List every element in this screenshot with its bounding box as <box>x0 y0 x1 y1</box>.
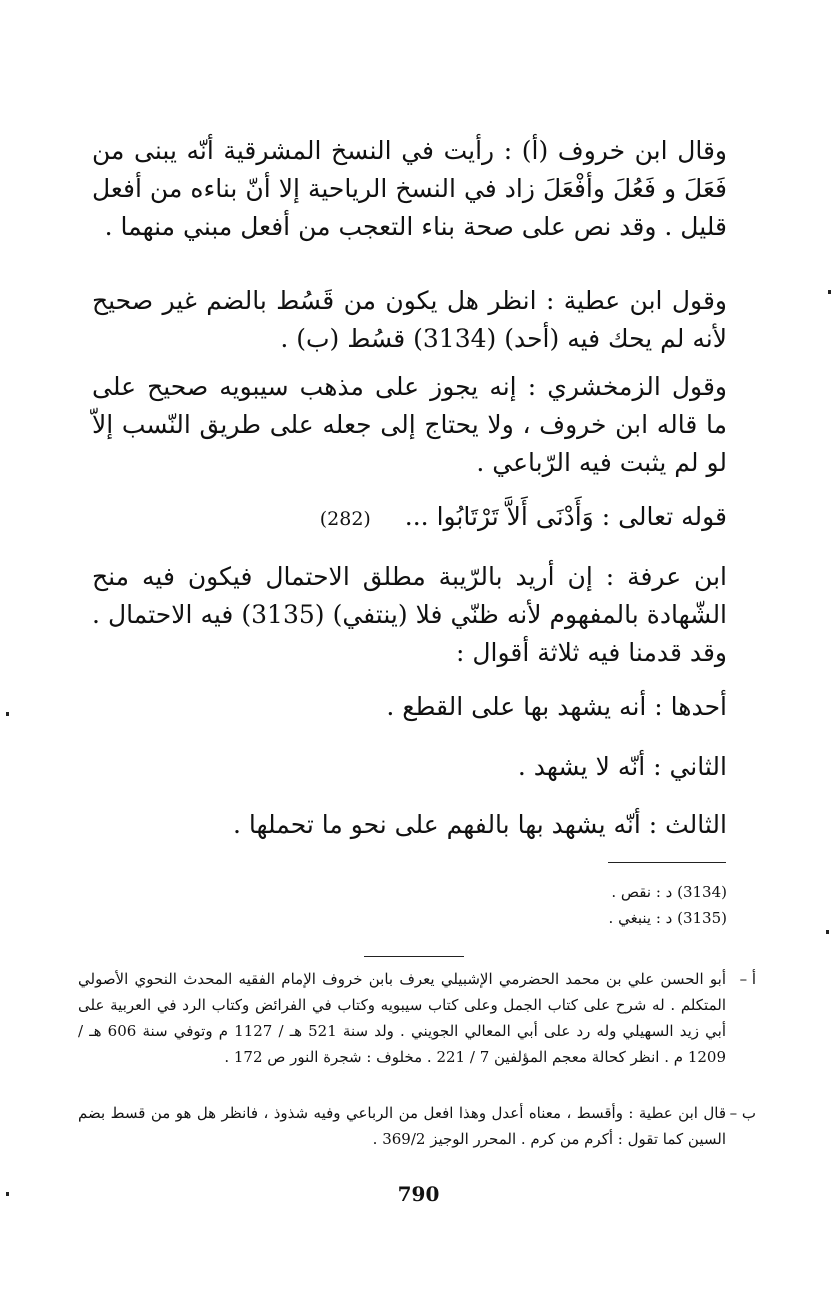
note-ba <box>78 1100 756 1152</box>
scan-speck <box>6 1192 9 1196</box>
quran-verse-text: قوله تعالى : وَأَدْنَى أَلاَّ تَرْتَابُوا ... <box>404 502 727 531</box>
quran-verse-line <box>92 498 727 538</box>
note-ba-text: قال ابن عطية : وأقسط ، معناه أعدل وهذا افعل من الرباعي وفيه شذوذ ، فانظر هل هو من قسط بضم السين كما تقول : أكرم من كرم . المحرر الوجيز 369/2 . <box>78 1104 726 1148</box>
scan-speck <box>826 930 829 934</box>
paragraph-ibn-kharuf: وقال ابن خروف (أ) : رأيت في النسخ المشرقية أنّه يبنى من فَعَلَ و فَعُلَ وأفْعَلَ زاد في النسخ الرياحية إلا أنّ بناءه من أفعل قليل . وقد نص على صحة بناء التعجب من أفعل مبني منهما . <box>92 136 727 241</box>
note-alif-text: أبو الحسن علي بن محمد الحضرمي الإشبيلي يعرف بابن خروف الإمام الفقيه المحدث النحوي الأصولي المتكلم . له شرح على كتاب الجمل وعلى كتاب سيبويه وكتاب في الفرائض وكتاب الرد في العربية على أبي زيد السهيلي وله رد على أبي المعالي الجويني . ولد سنة 521 هـ / 1127 م وتوفي سنة 606 هـ / 1209 م . انظر كحالة معجم المؤلفين 7 / 221 . مخلوف : شجرة النور ص 172 . <box>78 970 726 1066</box>
opinion-second: الثاني : أنّه لا يشهد . <box>517 752 727 781</box>
footnote-3135: (3135) د : ينبغي . <box>608 909 727 927</box>
page-number: 790 <box>397 1182 440 1206</box>
paragraph-ibn-arafa: ابن عرفة : إن أريد بالرّيبة مطلق الاحتمال فيكون فيه منح الشّهادة بالمفهوم لأنه ظنّي فلا (ينتفي) (3135) فيه الاحتمال . وقد قدمنا فيه ثلاثة أقوال : <box>92 562 728 667</box>
paragraph-ibn-atiyya: وقول ابن عطية : انظر هل يكون من قَسُط بالضم غير صحيح لأنه لم يحك فيه (أحد) (3134) قسُط (ب) . <box>92 286 727 353</box>
footnote-divider <box>608 862 726 863</box>
note-alif-mark: أ – <box>739 970 756 988</box>
paragraph-zamakhshari: وقول الزمخشري : إنه يجوز على مذهب سيبويه صحيح على ما قاله ابن خروف ، ولا يحتاج إلى جعله على طريق النّسب إلاّ لو لم يثبت فيه الرّباعي . <box>92 372 727 477</box>
opinion-first: أحدها : أنه يشهد بها على القطع . <box>386 692 727 721</box>
note-alif <box>78 966 756 1070</box>
scan-speck <box>828 290 831 294</box>
scan-speck <box>6 712 9 716</box>
notes-divider <box>364 956 464 957</box>
opinion-third: الثالث : أنّه يشهد بها بالفهم على نحو ما تحملها . <box>232 810 727 839</box>
footnote-3134: (3134) د : نقص . <box>611 883 727 901</box>
verse-number: (282) <box>319 508 371 530</box>
note-ba-mark: ب – <box>729 1104 756 1122</box>
